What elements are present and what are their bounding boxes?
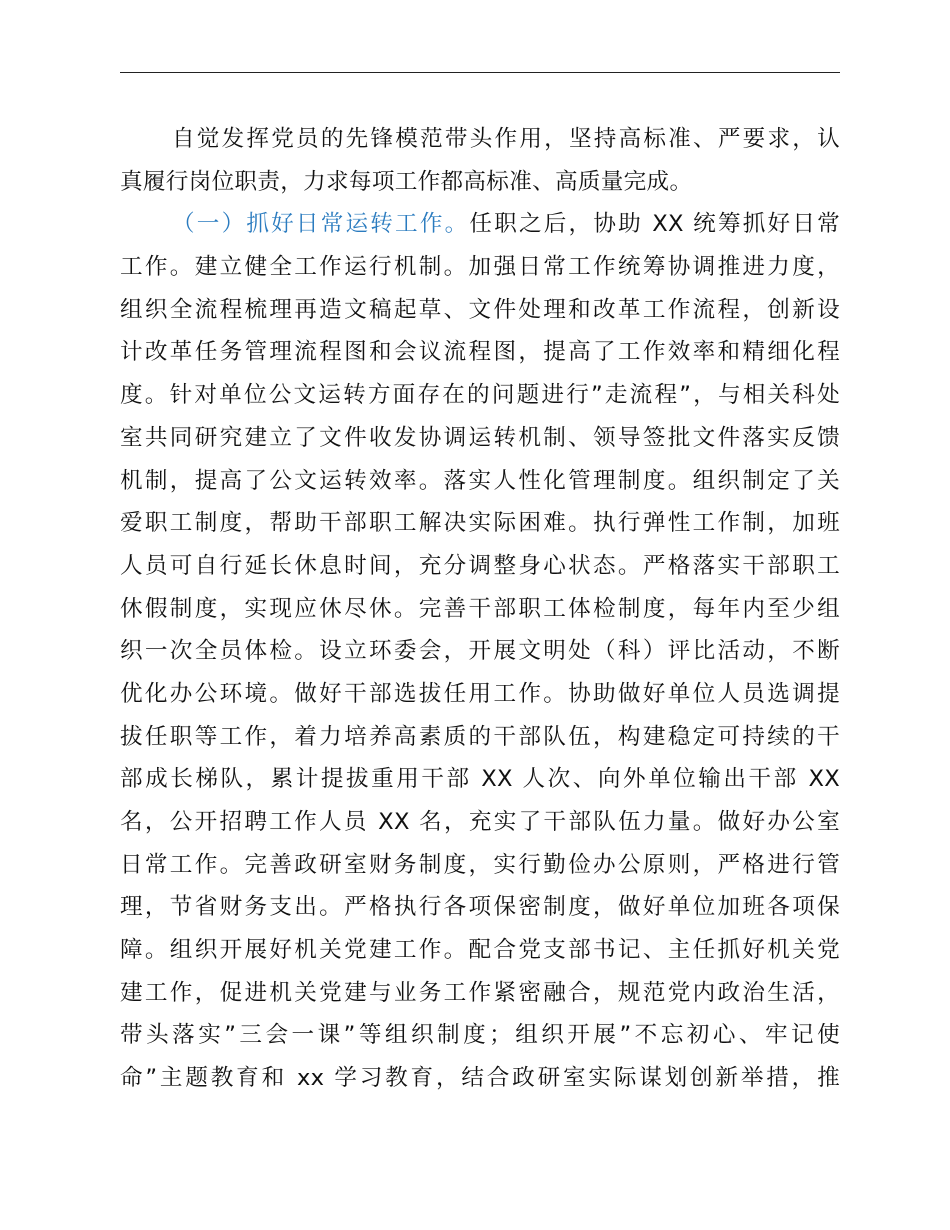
paragraph-line: 名，公开招聘工作人员 XX 名，充实了干部队伍力量。做好办公室 bbox=[120, 809, 840, 835]
paragraph-line: 机制，提高了公文运转效率。落实人性化管理制度。组织制定了关 bbox=[120, 467, 840, 494]
paragraph-text: 任职之后，协助 XX 统筹抓好日常 bbox=[469, 211, 840, 238]
paragraph-line: 真履行岗位职责，力求每项工作都高标准、高质量完成。 bbox=[120, 168, 693, 195]
header-rule bbox=[120, 72, 840, 73]
paragraph-line: 命”主题教育和 xx 学习教育，结合政研室实际谋划创新举措，推 bbox=[120, 1065, 840, 1092]
paragraph-line: 室共同研究建立了文件收发协调运转机制、领导签批文件落实反馈 bbox=[120, 424, 840, 451]
paragraph-line: 建工作，促进机关党建与业务工作紧密融合，规范党内政治生活， bbox=[120, 979, 840, 1006]
paragraph-line: 人员可自行延长休息时间，充分调整身心状态。严格落实干部职工 bbox=[120, 552, 840, 579]
paragraph-line: 拔任职等工作，着力培养高素质的干部队伍，构建稳定可持续的干 bbox=[120, 723, 840, 750]
paragraph-line: 织一次全员体检。设立环委会，开展文明处（科）评比活动，不断 bbox=[120, 638, 840, 665]
paragraph-line: 度。针对单位公文运转方面存在的问题进行”走流程”，与相关科处 bbox=[120, 382, 840, 409]
paragraph-line: 休假制度，实现应休尽休。完善干部职工体检制度，每年内至少组 bbox=[120, 595, 840, 622]
paragraph-line: 爱职工制度，帮助干部职工解决实际困难。执行弹性工作制，加班 bbox=[120, 510, 840, 537]
paragraph-line: 工作。建立健全工作运行机制。加强日常工作统筹协调推进力度， bbox=[120, 254, 840, 281]
body-text bbox=[120, 118, 840, 1100]
paragraph-line: 组织全流程梳理再造文稿起草、文件处理和改革工作流程，创新设 bbox=[120, 296, 840, 323]
paragraph-line: 带头落实”三会一课”等组织制度；组织开展”不忘初心、牢记使 bbox=[120, 1022, 840, 1049]
paragraph-line: 日常工作。完善政研室财务制度，实行勤俭办公原则，严格进行管 bbox=[120, 851, 840, 878]
paragraph-line: 自觉发挥党员的先锋模范带头作用，坚持高标准、严要求，认 bbox=[172, 126, 840, 152]
paragraph-line: 计改革任务管理流程图和会议流程图，提高了工作效率和精细化程 bbox=[120, 339, 840, 366]
paragraph-line: 优化办公环境。做好干部选拔任用工作。协助做好单位人员选调提 bbox=[120, 680, 840, 707]
section-heading: （一）抓好日常运转工作。 bbox=[172, 211, 470, 238]
paragraph-line: 理，节省财务支出。严格执行各项保密制度，做好单位加班各项保 bbox=[120, 894, 840, 921]
section-heading-line bbox=[120, 203, 840, 246]
paragraph-line: 部成长梯队，累计提拔重用干部 XX 人次、向外单位输出干部 XX bbox=[120, 766, 840, 793]
paragraph-line: 障。组织开展好机关党建工作。配合党支部书记、主任抓好机关党 bbox=[120, 937, 840, 964]
